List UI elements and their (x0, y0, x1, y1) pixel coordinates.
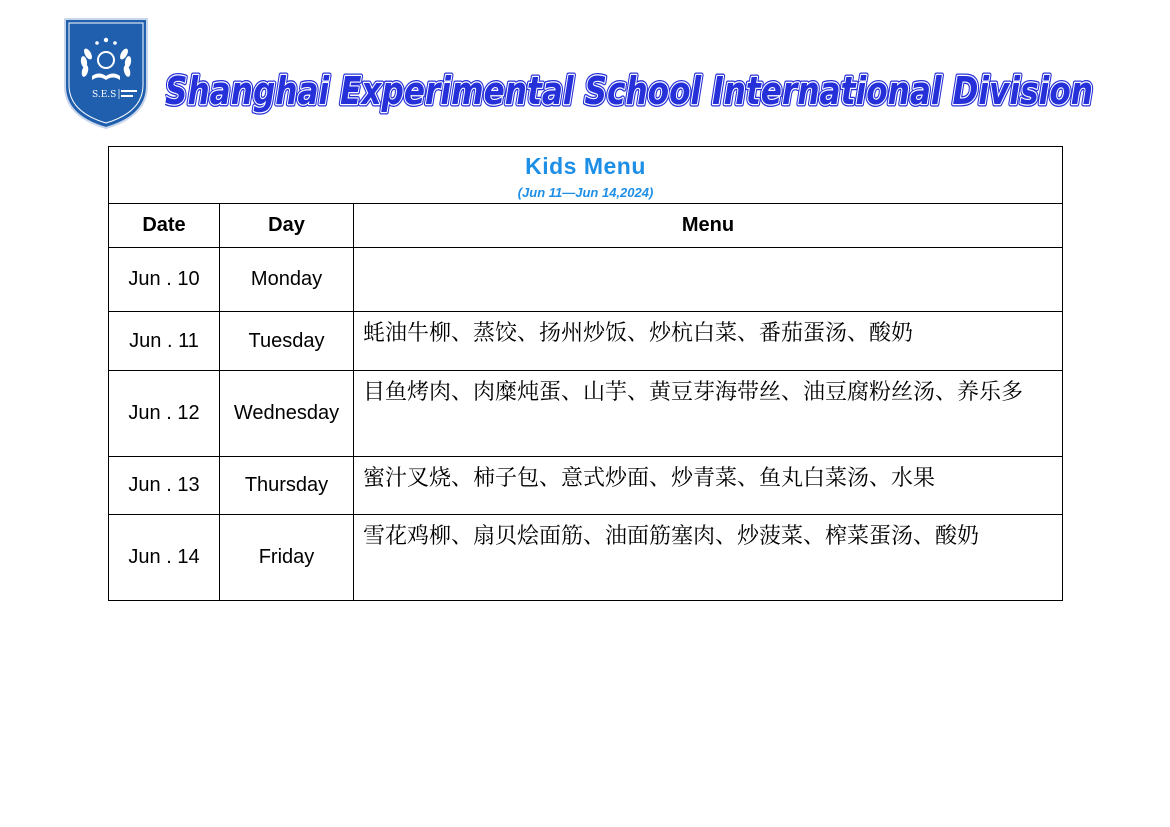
day-cell: Monday (220, 248, 354, 312)
day-cell: Thursday (220, 457, 354, 515)
kids-menu-table (108, 146, 1063, 601)
table-row (109, 457, 1063, 515)
day-cell: Friday (220, 515, 354, 601)
table-row (109, 371, 1063, 457)
school-name-fill: Shanghai Experimental School International Division (165, 69, 1093, 113)
date-cell: Jun . 11 (109, 312, 220, 371)
school-name: Shanghai Experimental School International Division (165, 69, 1093, 113)
column-header-menu: Menu (354, 204, 1063, 248)
table-row (109, 312, 1063, 371)
menu-cell: 目鱼烤肉、肉糜炖蛋、山芋、黄豆芽海带丝、油豆腐粉丝汤、养乐多 (354, 371, 1063, 457)
school-logo (62, 16, 150, 130)
date-cell: Jun . 14 (109, 515, 220, 601)
menu-cell: 蜜汁叉烧、柿子包、意式炒面、炒青菜、鱼丸白菜汤、水果 (354, 457, 1063, 515)
date-cell: Jun . 10 (109, 248, 220, 312)
school-name-highlight: Shanghai Experimental School International Division (165, 69, 1093, 113)
column-header-day: Day (220, 204, 354, 248)
school-name-banner (165, 60, 1125, 124)
date-cell: Jun . 12 (109, 371, 220, 457)
day-cell: Tuesday (220, 312, 354, 371)
menu-title: Kids Menu (525, 153, 646, 179)
menu-cell (354, 248, 1063, 312)
column-header-row (109, 204, 1063, 248)
menu-cell: 蚝油牛柳、蒸饺、扬州炒饭、炒杭白菜、番茄蛋汤、酸奶 (354, 312, 1063, 371)
column-header-date: Date (109, 204, 220, 248)
svg-text:S.E.S: S.E.S (92, 90, 117, 100)
menu-header-cell (109, 147, 1063, 204)
table-row (109, 248, 1063, 312)
menu-cell: 雪花鸡柳、扇贝烩面筋、油面筋塞肉、炒菠菜、榨菜蛋汤、酸奶 (354, 515, 1063, 601)
table-row (109, 515, 1063, 601)
menu-header-row (109, 147, 1063, 204)
menu-date-range: (Jun 11—Jun 14,2024) (517, 185, 654, 200)
day-cell: Wednesday (220, 371, 354, 457)
date-cell: Jun . 13 (109, 457, 220, 515)
